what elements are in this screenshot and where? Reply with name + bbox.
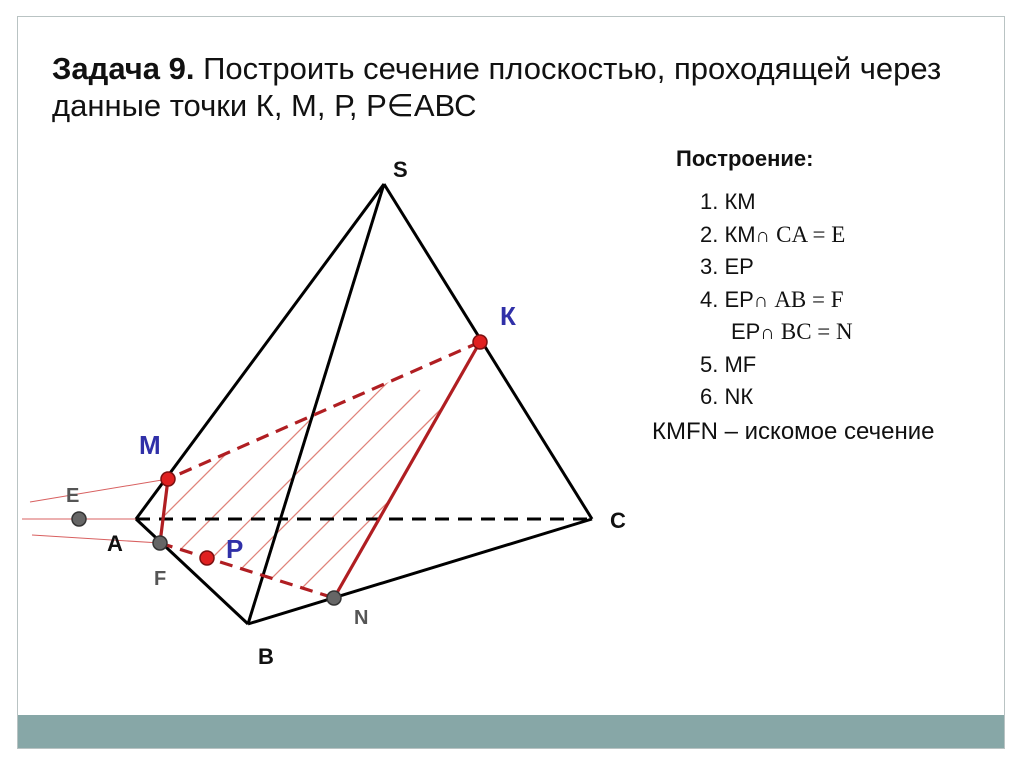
step-4: 4. ЕР∩ AB = F bbox=[700, 286, 844, 312]
point-f bbox=[153, 536, 167, 550]
point-n bbox=[327, 591, 341, 605]
point-m bbox=[161, 472, 175, 486]
label-p: Р bbox=[226, 534, 244, 564]
section-result: КМFN – искомое сечение bbox=[652, 418, 935, 445]
step-5: 5. MF bbox=[700, 351, 757, 377]
construction-lines bbox=[22, 479, 168, 543]
segment-fn bbox=[160, 543, 334, 598]
label-a: А bbox=[107, 531, 123, 556]
label-m: М bbox=[139, 430, 161, 460]
problem-text: Построить сечение плоскостью, проходящей через данные точки К, М, Р, Р∈АВС bbox=[52, 51, 942, 123]
label-e: Е bbox=[66, 485, 80, 507]
footer-bar bbox=[18, 715, 1004, 748]
label-k: К bbox=[500, 301, 516, 331]
label-c: С bbox=[610, 508, 626, 533]
label-s: S bbox=[393, 157, 408, 182]
point-p bbox=[200, 551, 214, 565]
point-e bbox=[72, 512, 86, 526]
construction-steps bbox=[700, 186, 853, 414]
label-b: В bbox=[258, 644, 274, 669]
step-1: 1. КМ bbox=[700, 189, 756, 214]
segment-mf bbox=[160, 479, 168, 543]
point-k bbox=[473, 335, 487, 349]
step-4b: ЕР∩ BC = N bbox=[731, 319, 853, 344]
step-3: 3. ЕР bbox=[700, 254, 754, 279]
problem-number: Задача 9. bbox=[52, 51, 195, 86]
label-n: N bbox=[354, 607, 369, 629]
construction-heading: Построение: bbox=[676, 146, 814, 171]
step-6: 6. NК bbox=[700, 384, 754, 409]
step-2: 2. КМ∩ CA = E bbox=[700, 221, 846, 247]
label-f: F bbox=[154, 568, 167, 590]
